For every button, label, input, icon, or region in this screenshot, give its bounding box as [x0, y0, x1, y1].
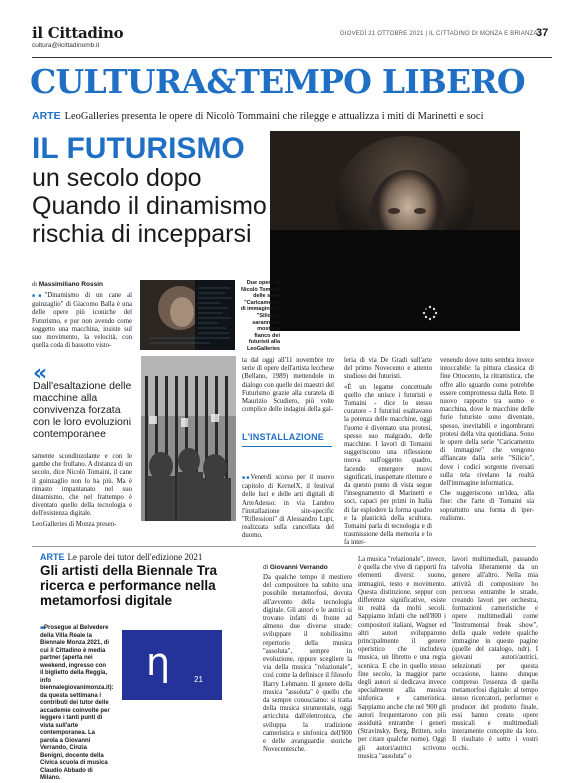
- date-line: GIOVEDÌ 21 OTTOBRE 2021 | IL CITTADINO DI MONZA E BRIANZA |: [340, 31, 541, 37]
- article-paragraph: venendo dove tutto sembra invece intoccabile: la pittura classica di fine Ottocento, la ritrattistica, che offre allo sguardo come potrebbe essere compromessa dalla Rete. Il nuovo rapporto tra uomo e macchina, dove le macchine delle furie futuriste sono diventate, spesso, inevitabili e ingombranti protesi della vita quotidiana. Sono le opere della serie "Caricamento di immagine" che vengono affiancate dalla serie "Silicio", dove i codici sorgente riversati sulla tela rivelano la realtà dell'immagine informatica.: [440, 357, 534, 488]
- bottom-byline-prefix: di: [263, 564, 269, 571]
- bottom-intro-paragraph: ■■ Prosegue al Belvedere della Villa Reale la Biennale Monza 2021, di cui il Cittadino è media partner (aperta nei weekend, ingresso con il biglietto della Reggia, info biennalegiovanimonza.it): da questa settimana i contributi dei tutor delle accademie coinvolte per leggere i tanti punti di vista sull'arte contemporanea. La parola a Giovanni Verrando, Cinzia Benigni, docente della Civica scuola di musica Claudio Abbado di Milano.: [40, 625, 110, 783]
- section-title-part-a: CULTURA: [30, 62, 207, 101]
- bottom-article-tag: ARTE: [40, 552, 65, 562]
- article-paragraph: ta dal oggi all'11 novembre tre serie di opere dell'artista lecchese (Bellano, 1989) mettendole in dialogo con quelle dei maestri del Futurismo grazie alla curatela di Maurizio Scudiero, più volte complice delle indagini della gal-: [242, 357, 334, 414]
- quote-icon: «: [33, 361, 48, 386]
- section-title-part-b: TEMPO LIBERO: [235, 62, 525, 101]
- article-headline: IL FUTURISMO: [32, 132, 245, 165]
- article-paragraph: Che suggeriscono un'idea, alla fine: che l'arte di Tomaini sia soprattutto una forma di iper-realismo.: [440, 490, 534, 522]
- bottom-article-kicker: [40, 552, 202, 562]
- article-paragraph: «È un legame concettuale quello che unisce i futuristi e Tomaini - dice lo stesso curatore - I futuristi esaltavano la potenza delle macchine, oggi l'uomo è diventato una protesi, spesso suo malgrado, delle macchine. I lavori di Tomaini suggeriscono una riflessione nuova sull'oggetto quadro, facendo emergere nuovi significati, inaspettate riletture e da questo punto di vista segue l'insegnamento di Marinetti e soci, capaci per primi in Italia di far esplodere la forma quadro e la plasticità della scultura. Tomaini parla di tecnologia e di trasmissione della memoria e lo fa inter-: [344, 383, 432, 547]
- section-title-amp: &: [206, 62, 236, 101]
- article-column-1-top: [32, 292, 132, 352]
- bottom-paragraph: Da qualche tempo il mestiere del compositore ha subito una possibile metamorfosi, dovuta all'avvento della tecnologia digitale. Gli autori e le autrici si trovano infatti di fronte ad almeno due diverse strade: sviluppare il nobilissimo repertorio della musica "assoluta", sempre in evoluzione, oppure scegliere la via della musica "relazionale", così come la definisce il filosofo Harry Lehmann. Il genere della musica "assoluta" è quello che da sempre conosciamo: si tratta della musica strumentale, oggi arricchita dall'elettronica, che sviluppa la tradizione camerística e sinfonica dell'800 e delle avanguardie storiche Novecentesche.: [263, 574, 352, 754]
- box-rule: [242, 446, 332, 447]
- bottom-article-byline: [263, 564, 328, 571]
- bottom-article-kicker-text: Le parole dei tutor dell'edizione 2021: [67, 552, 203, 562]
- section-title: [30, 62, 525, 101]
- bottom-article-intro: [40, 625, 114, 783]
- box-title: L'INSTALLAZIONE: [242, 432, 324, 442]
- article-column-4: [440, 357, 534, 525]
- newspaper-logo: il Cittadino: [32, 24, 124, 42]
- masthead: [32, 22, 552, 58]
- page-number: 37: [536, 27, 549, 39]
- edition-number: 21: [194, 675, 203, 684]
- main-photo-portrait: [270, 131, 520, 331]
- portrait-artwork: [270, 131, 520, 331]
- article-subheadline: un secolo dopo Quando il dinamismo rischia di incepparsi: [32, 164, 267, 248]
- article-tag: ARTE: [32, 110, 61, 122]
- byline-prefix: di: [32, 281, 38, 288]
- article-column-3: [344, 357, 432, 550]
- article-byline: [32, 281, 103, 288]
- bottom-byline-author: Giovanni Verrando: [269, 564, 328, 571]
- article-paragraph: samente scondinzolante e con le gambe che frullano. A distanza di un secolo, dice Nicolò Tomaini, il cane il guinzaglio non lo ha più. Ma è rimasto impantanato nel suo dinamismo, che nel frattempo è diventato quello della tecnologia e dell'esistenza digitale.: [32, 453, 132, 518]
- section-divider: [32, 546, 536, 547]
- bottom-column-1: [263, 574, 352, 754]
- eta-symbol: η: [146, 640, 171, 684]
- article-column-2: [242, 357, 334, 416]
- bottom-column-3: [452, 556, 538, 753]
- pull-quote: Dall'esaltazione delle macchine alla convivenza forzata con le loro evoluzioni contemporanee: [33, 380, 132, 440]
- artwork-image-portrait-code: [140, 280, 235, 350]
- article-paragraph: leria di via De Gradi sull'arte del primo Novecento e attento studioso dei futuristi.: [344, 357, 432, 381]
- article-kicker-text: LeoGalleries presenta le opere di Nicolò Tommaini che rilegge e attualizza i miti di Marinetti e soci: [64, 111, 484, 122]
- article-paragraph: ■■ "Dinamismo di un cane al guinzaglio" di Giacomo Balla è una delle opere più iconiche del Futurismo, e pur non avendo come soggetto una macchina, insiste sul suo movimento, la velocità, con quella coda di bassotto visto-: [32, 292, 132, 350]
- section-email: cultura@ilcittadinomb.it: [32, 42, 100, 49]
- bottom-paragraph: La musica "relazionale", invece, è quella che vive di rapporti fra elementi diversi: suono, immagini, testo e movimento. Questa distinzione, seppur con differenze significative, esiste in realtà da molti secoli. Sappiamo infatti che nell'800 i compositori italiani, Wagner ed altri autori svilupparono principalmente il genere operistico che includeva musica, un libretto e una regia scenica. E che in quello stesso fine secolo, la maggior parte degli autori si dedicava invece specialmente alla musica sinfonica e cameristica. Sappiamo anche che nel '900 gli autori frequentarono con più assiduità entrambe i generi (Stravinsky, Berg, Britten, solo per citare qualche nome). Oggi gli autori/autrici scrivono musica "assoluta" o: [358, 556, 447, 760]
- article-paragraph: LeoGalleries di Monza presen-: [32, 520, 117, 528]
- box-paragraph: ■■ Venerdì scorso per il nuovo capitolo di KernelX, il festival delle luci e delle arti digitali di ArteAdesso: in via Lambro l'installazione site-specific "Riflessioni" di Alessandro Lupi, realizzata sulla cancellata del duomo.: [242, 474, 334, 541]
- byline-author: Massimiliano Rossin: [38, 281, 103, 288]
- article-column-1-bottom: [32, 453, 132, 531]
- image-caption: Due opere di Nicolò Tomaini delle serie "Caricamento di immagine" e "Silicio": saranno in mostra a fianco dei futuristi alla LeoGalleries: [240, 280, 280, 352]
- bottom-paragraph: lavori multimediali, passando talvolta liberamente da un genere all'altro. Nella mia attività di compositore ho percorso entrambe le strade, creando lavori per orchestra, formazioni cameristiche e opere multimediali come "Instrumental freak show", della quale vedete qualche immagine in queste pagine (quelle del catalogo, ndr). I giovani autori/autrici, selezionati per questa occasione, hanno dunque compreso l'essenza di quella metamorfosi digitale: al tempo stesso ricercatori, performer e producer del prodotto finale, essi hanno creato opere musicali e multimediali interamente concepite da loro. Il risultato è sotto i vostri occhi.: [452, 556, 538, 752]
- installation-photo: [141, 356, 236, 521]
- biennale-logo-image: [122, 630, 222, 700]
- bottom-column-2: [358, 556, 446, 761]
- bottom-article-headline: Gli artisti della Biennale Tra ricerca e performance nella metamorfosi digitale: [40, 563, 218, 608]
- article-kicker: [32, 110, 484, 122]
- box-text: [242, 474, 334, 543]
